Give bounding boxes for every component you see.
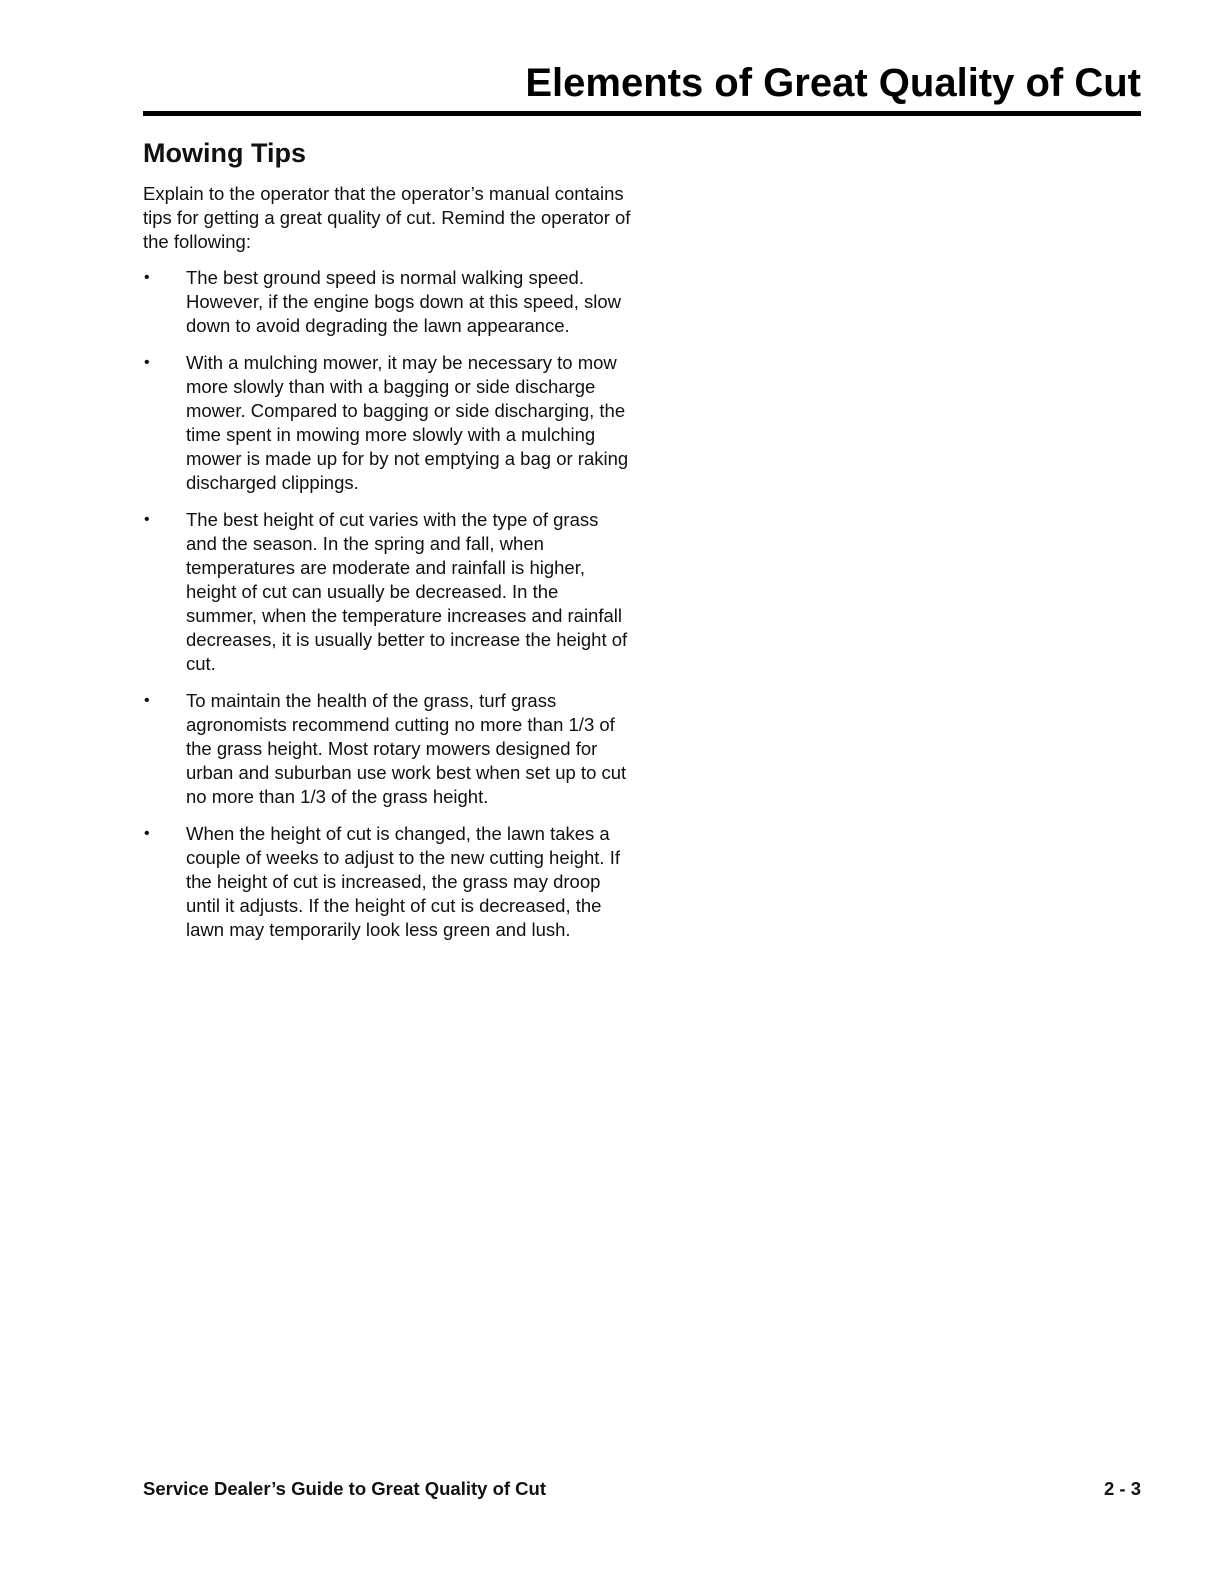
list-item	[143, 508, 633, 676]
list-item	[143, 351, 633, 495]
bullet-icon: •	[144, 354, 150, 371]
bullet-icon: •	[144, 511, 150, 528]
tip-text: The best height of cut varies with the type of grass and the season. In the spring and fall, when temperatures are moderate and rainfall is higher, height of cut can usually be decreased. In the summer, when the temperature increases and rainfall decreases, it is usually better to increase the height of cut.	[186, 509, 628, 674]
page-footer	[143, 1476, 1141, 1502]
intro-paragraph: Explain to the operator that the operator’s manual contains tips for getting a great quality of cut. Remind the operator of the following:	[143, 183, 631, 252]
mowing-tips-section	[143, 134, 633, 955]
tip-text: With a mulching mower, it may be necessary to mow more slowly than with a bagging or side discharge mower. Compared to bagging or side discharging, the time spent in mowing more slowly with a mulching mower is made up for by not emptying a bag or raking discharged clippings.	[186, 352, 629, 493]
list-item	[143, 822, 633, 942]
bullet-icon: •	[144, 825, 150, 842]
bullet-icon: •	[144, 269, 150, 286]
bullet-icon: •	[144, 692, 150, 709]
page-number: 2 - 3	[1103, 1478, 1141, 1499]
tips-list	[143, 266, 633, 942]
tip-text: The best ground speed is normal walking speed. However, if the engine bogs down at this speed, slow down to avoid degrading the lawn appearance.	[186, 267, 622, 336]
list-item	[143, 266, 633, 338]
tip-text: To maintain the health of the grass, turf grass agronomists recommend cutting no more than 1/3 of the grass height. Most rotary mowers designed for urban and suburban use work best when set up to cut no more than 1/3 of the grass height.	[186, 690, 627, 807]
page-header	[143, 58, 1141, 116]
list-item	[143, 689, 633, 809]
section-heading: Mowing Tips	[143, 138, 306, 168]
tip-text: When the height of cut is changed, the lawn takes a couple of weeks to adjust to the new cutting height. If the height of cut is increased, the grass may droop until it adjusts. If the height of cut is decreased, the lawn may temporarily look less green and lush.	[186, 823, 620, 940]
footer-guide-title: Service Dealer’s Guide to Great Quality of Cut	[143, 1478, 547, 1499]
page-title: Elements of Great Quality of Cut	[525, 61, 1141, 105]
